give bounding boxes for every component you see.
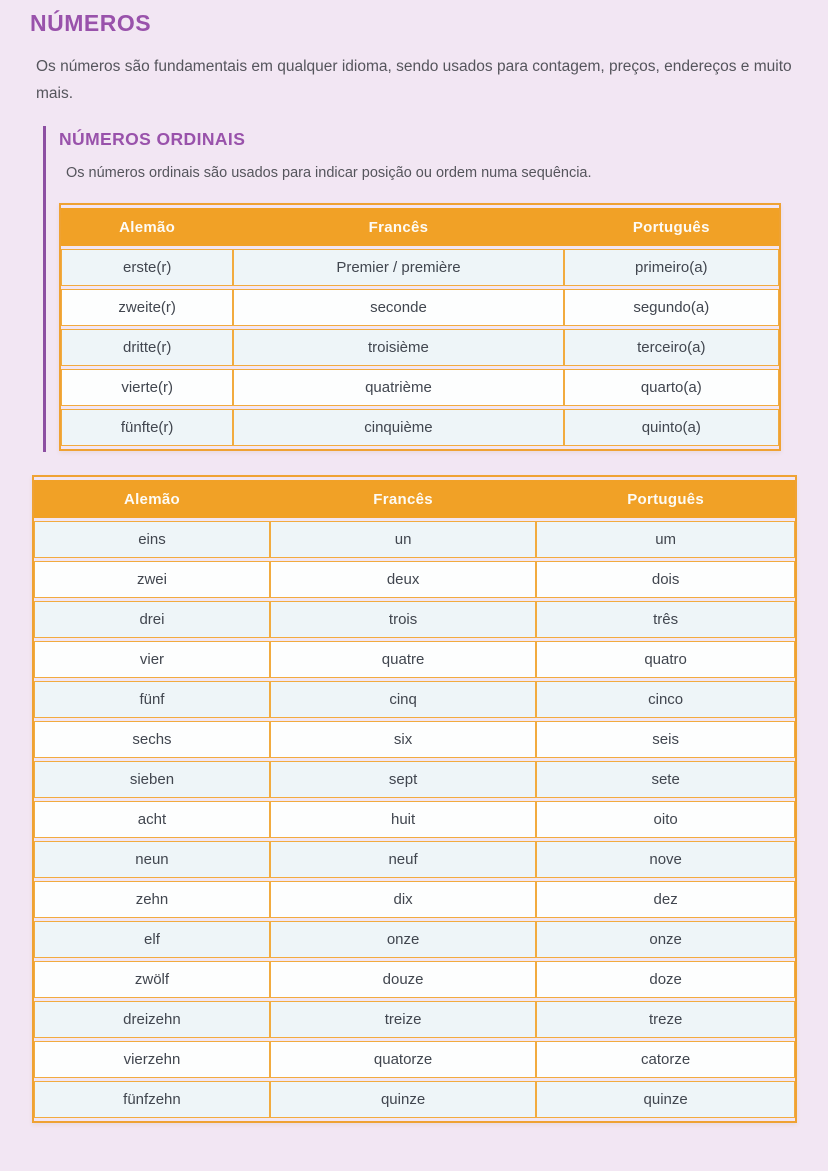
- table-header-row: [34, 480, 795, 518]
- ordinals-table-wrap: [59, 203, 798, 451]
- table-cell: drei: [34, 601, 270, 638]
- table-cell: eins: [34, 521, 270, 558]
- table-row: [34, 1081, 795, 1118]
- table-cell: trois: [270, 601, 536, 638]
- table-cell: sept: [270, 761, 536, 798]
- cardinals-table-wrap: [32, 475, 797, 1123]
- table-cell: quatre: [270, 641, 536, 678]
- table-row: [34, 601, 795, 638]
- table-row: [34, 521, 795, 558]
- column-header: Português: [536, 480, 795, 518]
- intro-paragraph: Os números são fundamentais em qualquer idioma, sendo usados para contagem, preços, endereços e muito mais.: [36, 58, 792, 103]
- table-row: [34, 881, 795, 918]
- table-cell: vierzehn: [34, 1041, 270, 1078]
- table-cell: vierte(r): [61, 369, 233, 406]
- table-row: [34, 561, 795, 598]
- table-cell: sieben: [34, 761, 270, 798]
- column-header: Português: [564, 208, 779, 246]
- table-cell: quinze: [270, 1081, 536, 1118]
- ordinals-section-description: Os números ordinais são usados para indicar posição ou ordem numa sequência.: [66, 165, 592, 182]
- table-cell: vier: [34, 641, 270, 678]
- table-row: [61, 369, 779, 406]
- table-cell: dritte(r): [61, 329, 233, 366]
- table-cell: terceiro(a): [564, 329, 779, 366]
- table-cell: zehn: [34, 881, 270, 918]
- table-cell: um: [536, 521, 795, 558]
- ordinals-table: [59, 203, 781, 451]
- table-row: [34, 681, 795, 718]
- table-cell: quarto(a): [564, 369, 779, 406]
- table-row: [34, 721, 795, 758]
- table-cell: doze: [536, 961, 795, 998]
- table-cell: dois: [536, 561, 795, 598]
- table-cell: nove: [536, 841, 795, 878]
- table-cell: zweite(r): [61, 289, 233, 326]
- table-cell: un: [270, 521, 536, 558]
- table-cell: onze: [536, 921, 795, 958]
- table-row: [34, 1001, 795, 1038]
- table-row: [61, 409, 779, 446]
- table-cell: neuf: [270, 841, 536, 878]
- table-cell: quatorze: [270, 1041, 536, 1078]
- table-cell: deux: [270, 561, 536, 598]
- table-cell: fünf: [34, 681, 270, 718]
- column-header: Francês: [233, 208, 563, 246]
- table-cell: onze: [270, 921, 536, 958]
- table-cell: cinquième: [233, 409, 563, 446]
- table-cell: quatrième: [233, 369, 563, 406]
- page-title: NÚMEROS: [30, 10, 152, 36]
- table-cell: segundo(a): [564, 289, 779, 326]
- table-cell: quinze: [536, 1081, 795, 1118]
- table-cell: fünfte(r): [61, 409, 233, 446]
- table-cell: fünfzehn: [34, 1081, 270, 1118]
- table-cell: douze: [270, 961, 536, 998]
- table-row: [34, 961, 795, 998]
- table-cell: sechs: [34, 721, 270, 758]
- table-cell: zwölf: [34, 961, 270, 998]
- table-cell: primeiro(a): [564, 249, 779, 286]
- table-row: [34, 801, 795, 838]
- table-row: [34, 921, 795, 958]
- table-cell: treize: [270, 1001, 536, 1038]
- table-row: [34, 761, 795, 798]
- table-row: [61, 249, 779, 286]
- table-row: [34, 841, 795, 878]
- table-cell: acht: [34, 801, 270, 838]
- cardinals-table: [32, 475, 797, 1123]
- table-cell: six: [270, 721, 536, 758]
- table-cell: elf: [34, 921, 270, 958]
- ordinals-section-heading: NÚMEROS ORDINAIS: [59, 129, 246, 150]
- column-header: Alemão: [61, 208, 233, 246]
- table-cell: dix: [270, 881, 536, 918]
- table-cell: treze: [536, 1001, 795, 1038]
- table-cell: dreizehn: [34, 1001, 270, 1038]
- column-header: Francês: [270, 480, 536, 518]
- table-cell: catorze: [536, 1041, 795, 1078]
- ordinals-section: [43, 126, 798, 452]
- table-cell: troisième: [233, 329, 563, 366]
- table-header-row: [61, 208, 779, 246]
- table-cell: dez: [536, 881, 795, 918]
- table-cell: cinco: [536, 681, 795, 718]
- table-row: [34, 1041, 795, 1078]
- table-cell: huit: [270, 801, 536, 838]
- column-header: Alemão: [34, 480, 270, 518]
- table-cell: sete: [536, 761, 795, 798]
- table-cell: seis: [536, 721, 795, 758]
- table-cell: neun: [34, 841, 270, 878]
- table-cell: Premier / première: [233, 249, 563, 286]
- table-cell: quatro: [536, 641, 795, 678]
- table-cell: cinq: [270, 681, 536, 718]
- table-row: [61, 289, 779, 326]
- table-row: [61, 329, 779, 366]
- table-cell: três: [536, 601, 795, 638]
- table-cell: quinto(a): [564, 409, 779, 446]
- table-cell: zwei: [34, 561, 270, 598]
- table-cell: erste(r): [61, 249, 233, 286]
- table-cell: oito: [536, 801, 795, 838]
- table-row: [34, 641, 795, 678]
- table-cell: seconde: [233, 289, 563, 326]
